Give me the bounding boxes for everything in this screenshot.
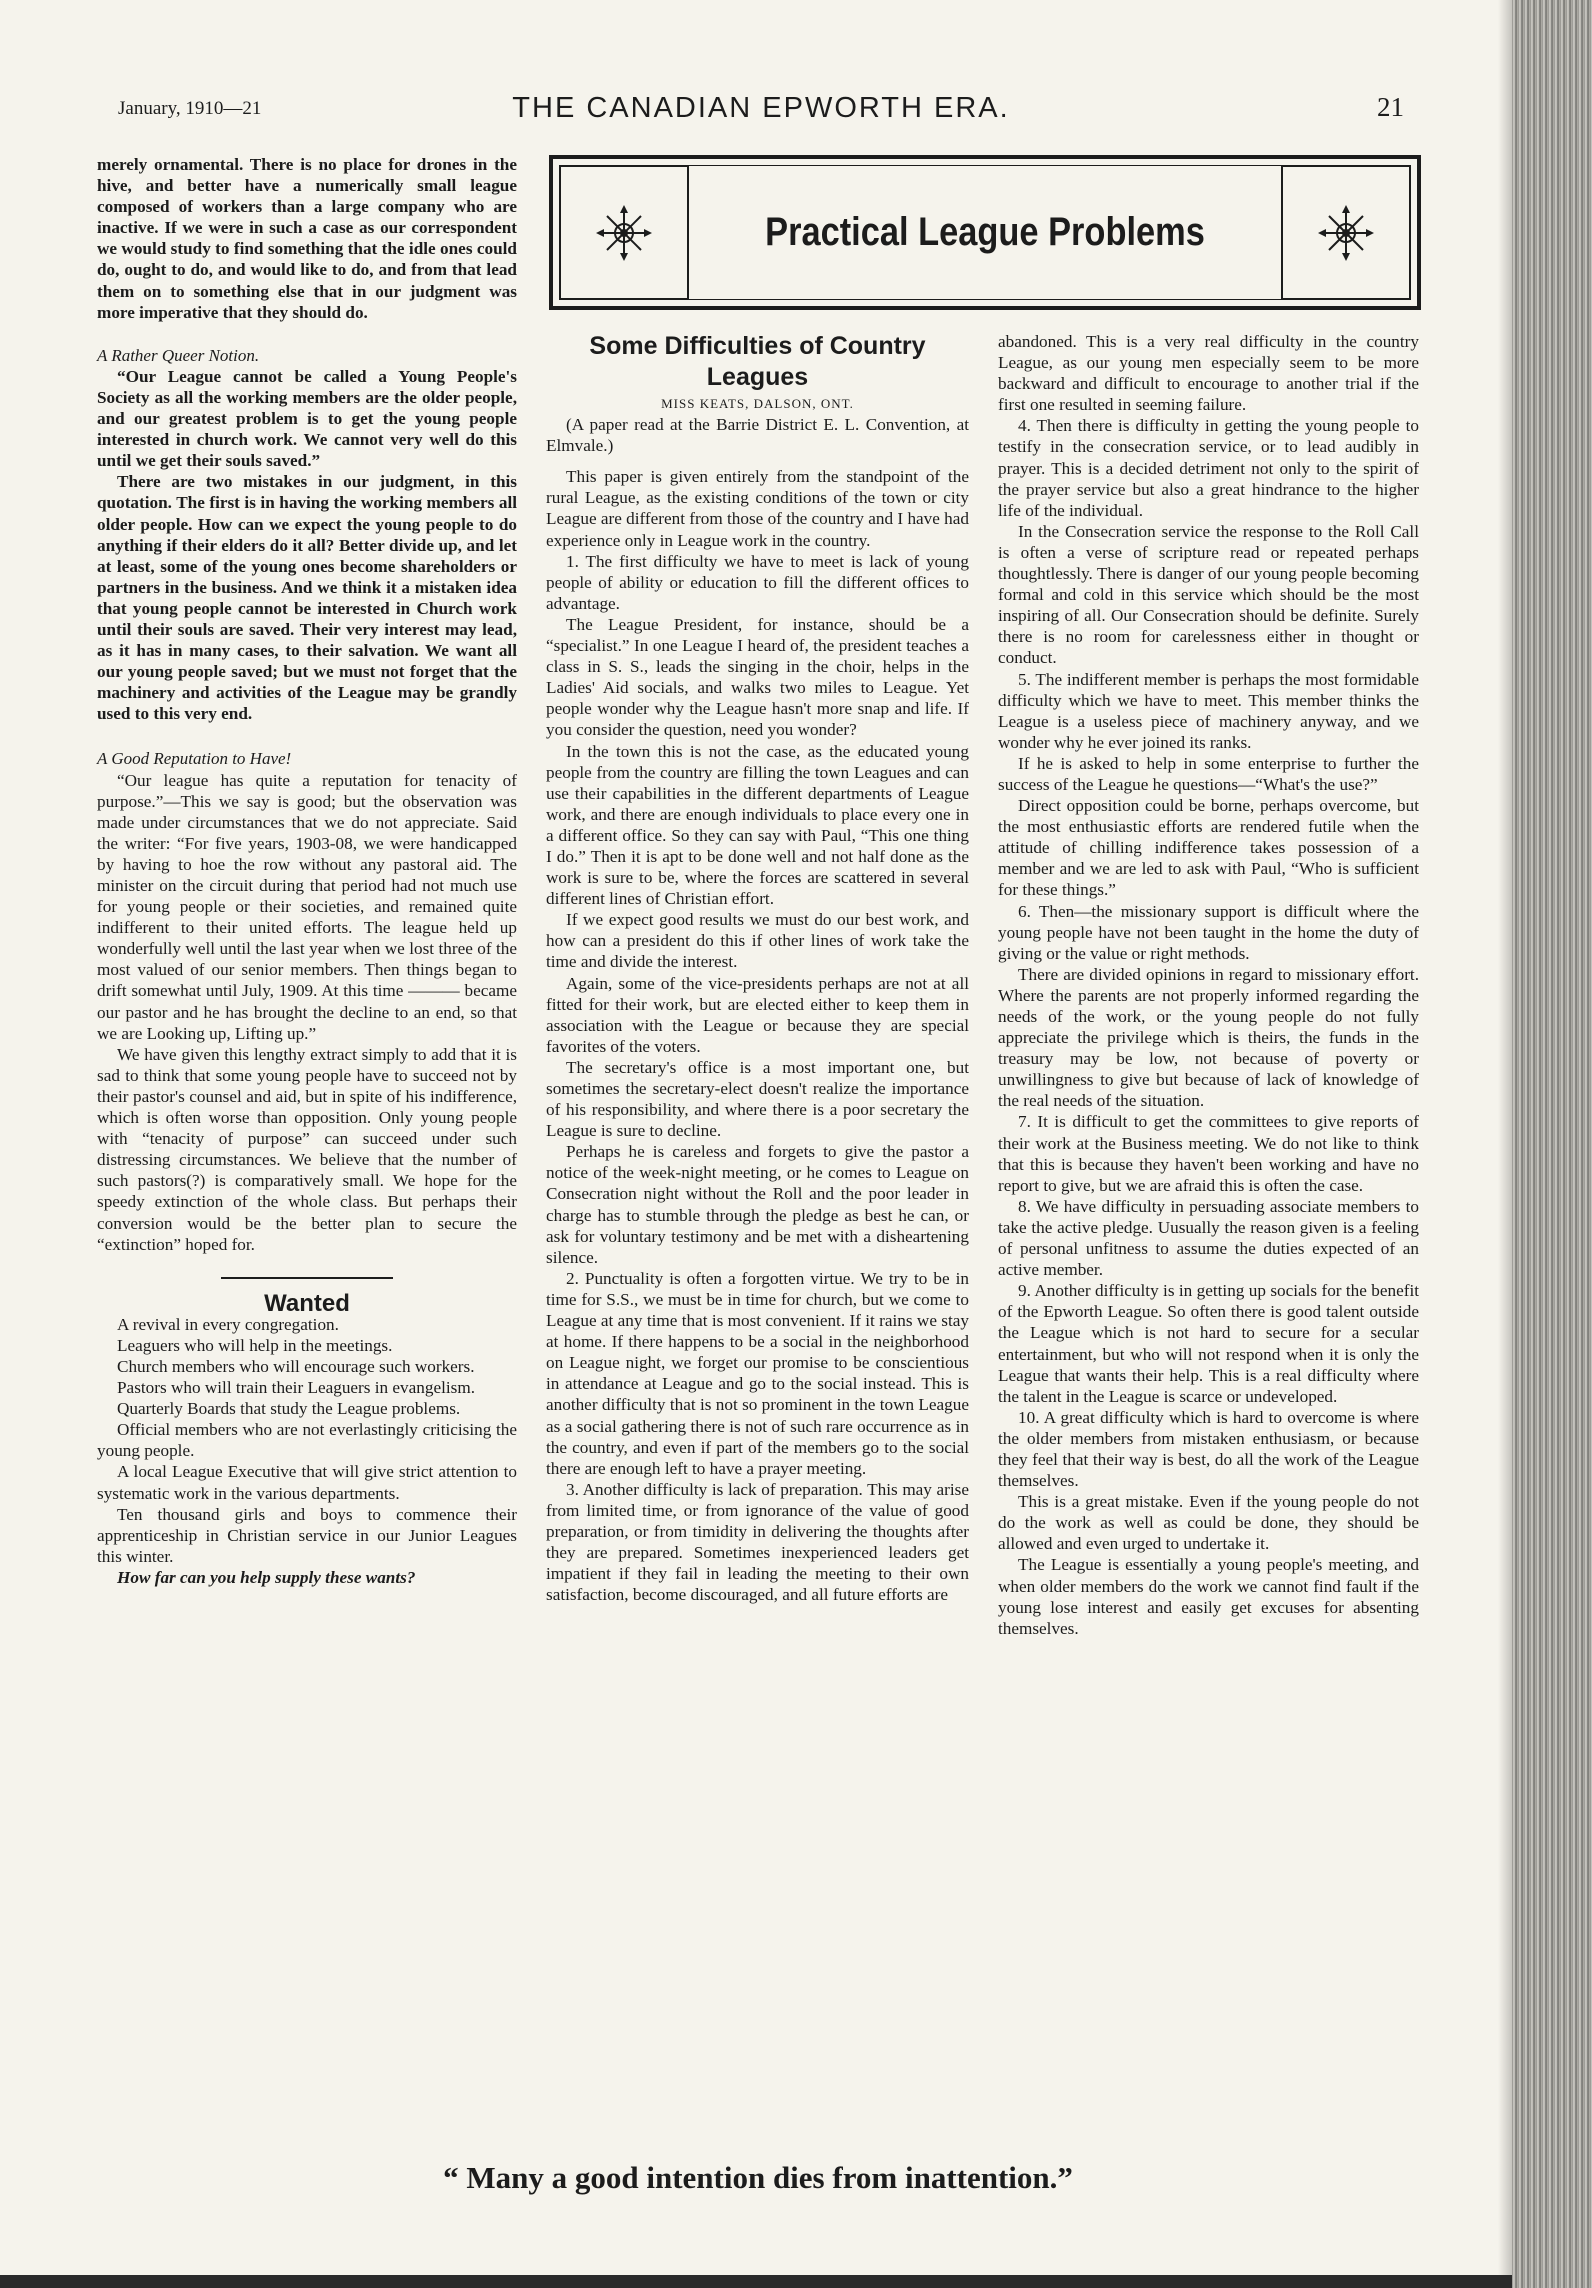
article-paragraph: There are divided opinions in regard to missionary effort. Where the parents are not properly informed regarding the needs of the work, or the young people do not fully appreciate the privilege which is theirs, the funds in the treasury may be low, not because of poverty or unwillingness to give but because of lack of knowledge of the real needs of the situation. <box>998 964 1419 1111</box>
spacer <box>546 456 969 466</box>
book-page-edges <box>1512 0 1592 2288</box>
banner-ornament-left <box>559 165 689 300</box>
section-divider <box>221 1277 393 1279</box>
wanted-closing: How far can you help supply these wants? <box>117 1567 416 1587</box>
subheading-queer-notion: A Rather Queer Notion. <box>97 345 260 365</box>
article-paragraph: abandoned. This is a very real difficulty in the country League, as our young men especially seem to be more backward and difficult to encourage to another trial if the first one resulted in seeming failure. <box>998 332 1419 415</box>
article-paragraph: The League President, for instance, should be a “specialist.” In one League I heard of, the president teaches a class in S. S., leads the singing in the choir, helps in the Ladies' Aid socials, and walks two miles to League. Yet people wonder why the League hasn't more snap and life. If you consider the question, need you wonder? <box>546 614 969 740</box>
wanted-item: Church members who will encourage such workers. <box>117 1356 475 1376</box>
article-byline: MISS KEATS, DALSON, ONT. <box>661 396 854 411</box>
issue-date: January, 1910—21 <box>118 98 262 119</box>
article-paragraph: This is a great mistake. Even if the young people do not do the work as well as could be done, they should be allowed and even urged to undertake it. <box>998 1492 1419 1554</box>
column-middle <box>546 331 969 1605</box>
article-paragraph: Again, some of the vice-presidents perhaps are not at all fitted for their work, but are elected either to keep them in association with the League or because they are special favorites of the voters. <box>546 973 969 1056</box>
quote-paragraph: “Our League cannot be called a Young People's Society as all the working members are the older people, and our greatest problem is to get the young people interested in church work. We cannot very well do this until we get their souls saved.” <box>97 366 517 471</box>
column-right <box>998 331 1419 1639</box>
wanted-heading: Wanted <box>264 1289 350 1317</box>
star-ornament-icon <box>1316 203 1376 263</box>
banner-title: Practical League Problems <box>765 210 1205 254</box>
banner-ornament-right <box>1281 165 1411 300</box>
page-number: 21 <box>1377 92 1404 122</box>
article-paragraph: 1. The first difficulty we have to meet is lack of young people of ability or education to fill the different offices to advantage. <box>546 551 969 613</box>
running-head <box>118 92 1404 132</box>
article-paragraph: If we expect good results we must do our best work, and how can a president do this if other lines of work take the time and divide the interest. <box>546 910 969 972</box>
article-paragraph: 2. Punctuality is often a forgotten virtue. We try to be in time for S.S., we must be in time for church, but we come to League at any time that is most convenient. If it rains we stay at home. If there happens to be a social in the neighborhood on League night, we forget our promise to be conscientious in attendance at League and go to the social instead. This is another difficulty that is not so prominent in the town League as a social gathering there is not of such rare occurrence as in the country, and even if part of the members go to the social there are enough left to have a prayer meeting. <box>546 1268 969 1478</box>
wanted-item: Ten thousand girls and boys to commence their apprenticeship in Christian service in our Junior Leagues this winter. <box>97 1504 517 1566</box>
body-paragraph: There are two mistakes in our judgment, in this quotation. The first is in having the working members all older people. How can we expect the young people to do anything if their elders do it all? Better divide up, and let at least, some of the young ones become shareholders or partners in the business. And we think it a mistaken idea that young people cannot be interested in Church work until their souls are saved. Their very interest may lead, as it has in many cases, to their salvation. We want all our young people saved; but we must not forget that the machinery and activities of the League may be grandly used to this very end. <box>97 472 517 724</box>
wanted-item: Leaguers who will help in the meetings. <box>117 1335 393 1355</box>
article-paragraph: 7. It is difficult to get the committees to give reports of their work at the Business meeting. We do not like to think that this is because they haven't been working and have no report to give, but we are afraid this is often the case. <box>998 1112 1419 1195</box>
binding-shadow <box>1498 0 1512 2275</box>
article-note: (A paper read at the Barrie District E. L. Convention, at Elmvale.) <box>546 415 969 456</box>
star-ornament-icon <box>594 203 654 263</box>
wanted-item: A revival in every congregation. <box>117 1314 339 1334</box>
wanted-item: A local League Executive that will give strict attention to systematic work in the various departments. <box>97 1462 517 1503</box>
article-paragraph: 6. Then—the missionary support is difficult where the young people have not been taught in the home the duty of giving or the value or right methods. <box>998 901 1419 963</box>
article-paragraph: In the town this is not the case, as the educated young people from the country are filling the town Leagues and can use their capabilities in the different departments of League work, and there are enough individuals to place every one in a different office. So they can say with Paul, “This one thing I do.” Then it is apt to be done well and not half done as the work is sure to be, where the forces are scattered in several different lines of Christian effort. <box>546 741 969 909</box>
article-paragraph: 10. A great difficulty which is hard to overcome is where the older members from mistaken enthusiasm, or because they feel that their way is best, do all the work of the League themselves. <box>998 1407 1419 1491</box>
article-paragraph: 8. We have difficulty in persuading associate members to take the active pledge. Uusually the reason given is a feeling of personal unfitness to assume the duties expected of an active member. <box>998 1196 1419 1280</box>
article-paragraph: If he is asked to help in some enterprise to further the success of the League he questions—“What's the use?” <box>998 753 1419 794</box>
intro-paragraph: merely ornamental. There is no place for drones in the hive, and better have a numerically small league composed of workers than a large company who are inactive. If we were in such a case as our correspondent we would study to find something that the idle ones could do, ought to do, and would like to do, and from that lead them on to something else that in our judgment was more imperative that they should do. <box>97 155 517 322</box>
column-left <box>97 154 517 1588</box>
article-paragraph: This paper is given entirely from the standpoint of the rural League, as the existing conditions of the town or city League are different from those of the country and I have had experience only in League work in the country. <box>546 467 969 550</box>
article-paragraph: Direct opposition could be borne, perhaps overcome, but the most enthusiastic efforts are rendered futile when the attitude of chilling indifference takes possession of a member and we are led to ask with Paul, “Who is sufficient for these things.” <box>998 796 1419 900</box>
subheading-good-reputation: A Good Reputation to Have! <box>97 749 292 769</box>
footer-motto: “ Many a good intention dies from inattention.” <box>443 2160 1073 2195</box>
wanted-item: Quarterly Boards that study the League problems. <box>117 1399 461 1419</box>
article-paragraph: The secretary's office is a most important one, but sometimes the secretary-elect doesn't realize the importance of his responsibility, and where there is a poor secretary the League is sure to decline. <box>546 1057 969 1141</box>
article-title: Some Difficulties of Country Leagues <box>589 332 926 391</box>
body-paragraph: We have given this lengthy extract simply to add that it is sad to think that some young people have to succeed not by their pastor's counsel and aid, but in spite of his indifference, which is often worse than opposition. Only young people with “tenacity of purpose” can succeed under such distressing circumstances. We believe that the number of such pastors(?) is comparatively small. We hope for the speedy extinction of the whole class. But perhaps their conversion would be the better plan to secure the “extinction” hoped for. <box>97 1044 517 1254</box>
article-paragraph: 5. The indifferent member is perhaps the most formidable difficulty which we have to meet. This member thinks the League is a useless piece of machinery anyway, and we wonder why he ever joined its ranks. <box>998 669 1419 752</box>
section-banner <box>549 155 1421 310</box>
article-paragraph: 3. Another difficulty is lack of preparation. This may arise from limited time, or from ignorance of the value of good preparation, or from timidity in delivering the thoughts after they are prepared. Sometimes inexperienced leaders get impatient if they fail in leading the meeting to their own satisfaction, become discouraged, and all future efforts are <box>546 1479 969 1605</box>
body-paragraph: “Our league has quite a reputation for tenacity of purpose.”—This we say is good; but the observation was made under circumstances that we do not appreciate. Said the writer: “For five years, 1903-08, we were handicapped by having to hoe the row without any pastoral aid. The minister on the circuit during that period had not much use for young people or their societies, and remained quite indifferent to their united efforts. The league held up wonderfully well until the last year when we lost three of the most valued of our senior members. Then things began to drift somewhat until July, 1909. At this time ——— became our pastor and he has brought the decline to an end, so that we are Looking up, Lifting up.” <box>97 770 517 1043</box>
wanted-item: Pastors who will train their Leaguers in evangelism. <box>117 1378 475 1398</box>
article-paragraph: The League is essentially a young people's meeting, and when older members do the work we cannot find fault if the young lose interest and easily get excuses for absenting themselves. <box>998 1555 1419 1638</box>
article-paragraph: In the Consecration service the response to the Roll Call is often a verse of scripture read or repeated perhaps thoughtlessly. There is danger of our young people becoming formal and cold in this service which should be the most inspiring of all. Our Consecration should be definite. Surely there is no room for carelessness either in thought or conduct. <box>998 521 1420 668</box>
wanted-item: Official members who are not everlastingly criticising the young people. <box>97 1420 517 1461</box>
article-paragraph: 4. Then there is difficulty in getting the young people to testify in the consecration service, or to lead audibly in prayer. This is a decided detriment not only to the spirit of the prayer service but also a great hindrance to the higher life of the individual. <box>998 416 1419 520</box>
journal-title: THE CANADIAN EPWORTH ERA. <box>512 92 1010 124</box>
article-paragraph: Perhaps he is careless and forgets to give the pastor a notice of the week-night meeting, or he comes to League on Consecration night without the Roll and the poor leader in charge has to stumble through the pledge as best he can, or ask for voluntary testimony and be met with a disheartening silence. <box>546 1142 969 1267</box>
article-paragraph: 9. Another difficulty is in getting up socials for the benefit of the Epworth League. So often there is good talent outside the League which is not hard to secure for a secular entertainment, but who will not respond when it is only the League that wants their help. This is a real difficulty where the talent in the League is scarce or undeveloped. <box>998 1281 1419 1406</box>
